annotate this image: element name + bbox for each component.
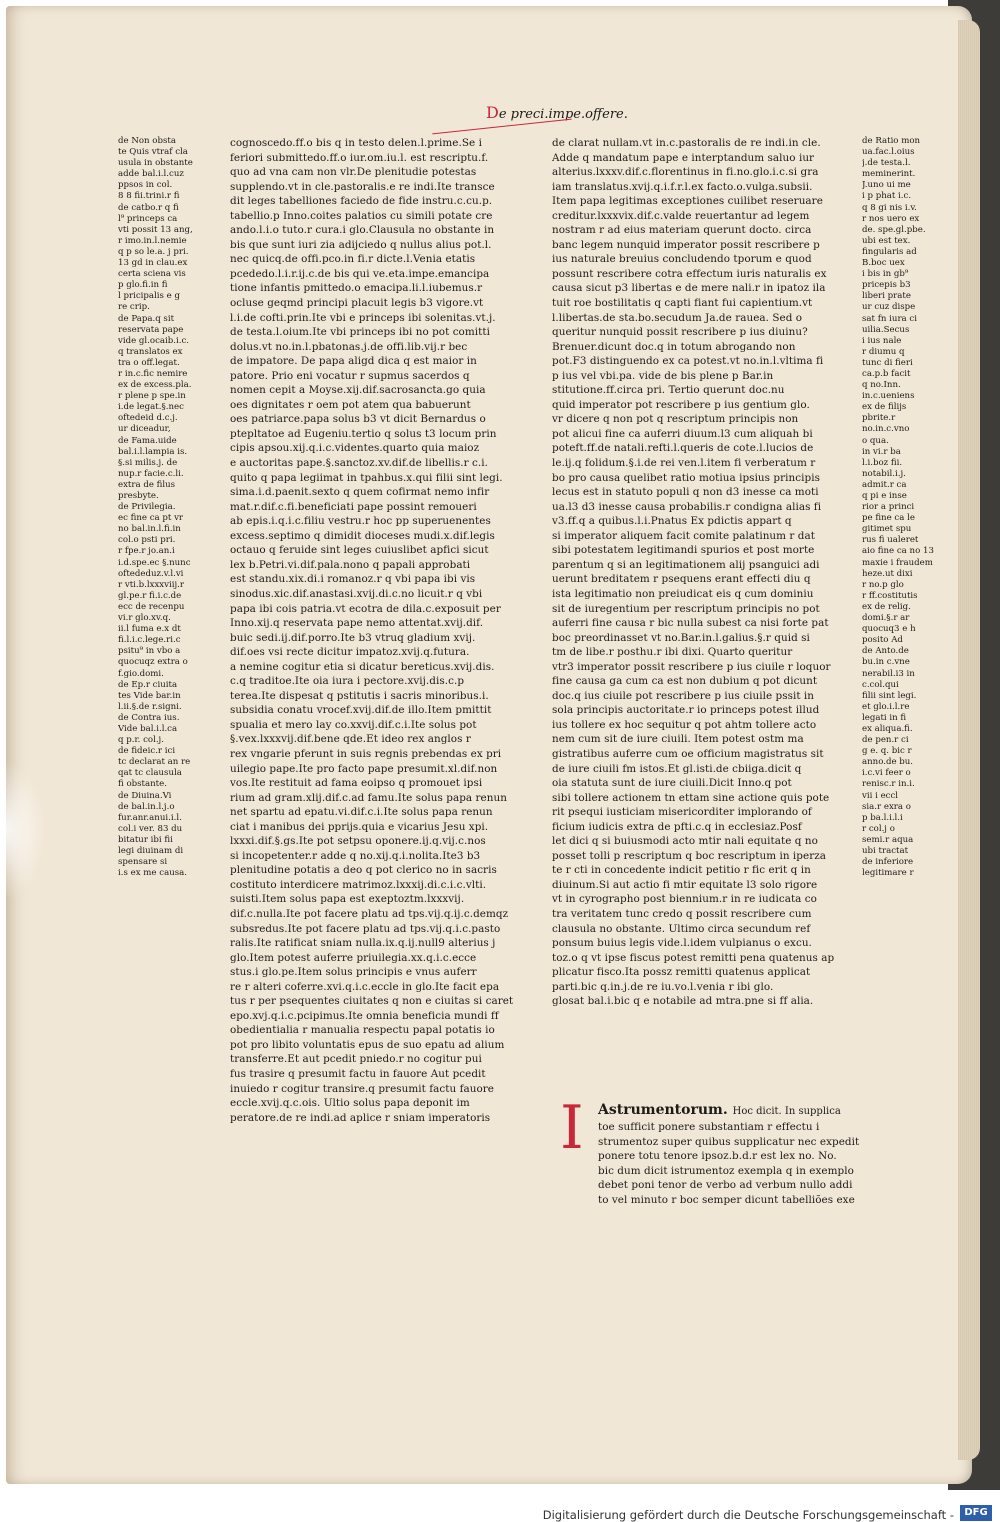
text-line: sit de iuregentium per rescriptum principis no pot [552, 602, 820, 615]
text-line: bu.in c.vne [862, 657, 910, 668]
text-line: sola principis auctoritate.r io princeps potest illud [552, 704, 820, 717]
text-line: inuiedo r cogitur transire.q presumit factu fauore [230, 1082, 494, 1095]
text-line: nem cum sit de iure ciuili. Item potest ostm ma [552, 733, 804, 746]
text-line: ppsos in col. [118, 180, 173, 191]
text-line: a nemine cogitur etia si dicatur bereticus.xvij.dis. [230, 660, 495, 673]
text-line: ua.fac.l.oius [862, 147, 915, 158]
main-text-column-1 [230, 136, 530, 1248]
text-line: aio fine ca no 13 [862, 546, 934, 557]
text-line: l.ii.§.de r.signi. [118, 701, 182, 712]
text-line: psitu⁹ in vbo a [118, 646, 181, 657]
text-line: vtr3 imperator possit rescribere p ius ciuile r loquor [552, 660, 831, 673]
text-line: vide gl.ocaib.i.c. [118, 335, 190, 346]
text-line: dit leges tabelliones faciedo de fide instru.c.cu.p. [230, 195, 493, 208]
text-line: plenitudine potatis a deo q pot clerico no in sacris [230, 864, 497, 877]
text-line: o qua. [862, 435, 889, 446]
text-line: diuinum.Si aut actio fi mtir equitate l3 solo rigore [552, 878, 818, 891]
text-line: plicatur fisco.Ita possz remitti quatenus applicat [552, 966, 811, 979]
text-line: c.q traditoe.Ite oia iura i pectore.xvij.dis.c.p [230, 675, 465, 688]
text-line: dif.oes vsi recte dicitur impatoz.xvij.q.futura. [230, 646, 470, 659]
text-line: to vel minuto r boc semper dicunt tabelliões exe [598, 1193, 855, 1206]
text-line: p ius vel vbi.pa. vide de bis plene p Bar.in [552, 369, 774, 382]
text-line: j.de testa.l. [862, 158, 911, 169]
text-line: feriori submittedo.ff.o iur.om.iu.l. est rescriptu.f. [230, 151, 489, 164]
text-line: dif.c.nulla.Ite pot facere platu ad tps.vij.q.ij.c.demqz [230, 907, 509, 920]
text-line: ca.p.b facit [862, 368, 911, 379]
text-line: net spartu ad epatu.vi.dif.c.i.Ite solus papa renun [230, 806, 493, 819]
left-gloss-column [118, 136, 212, 1258]
text-line: de Privilegia. [118, 502, 176, 513]
text-line: sibi potestatem legitimandi spurios et post morte [552, 544, 815, 557]
text-line: B.boc uex [862, 258, 905, 269]
text-line: uilia.Secus [862, 324, 910, 335]
text-line: sinodus.xic.dif.anastasi.xvij.di.c.no licuit.r q vbi [230, 587, 483, 600]
text-line: Brenuer.dicunt doc.q in totum abrogando non [552, 340, 796, 353]
text-line: nerabil.i3 in [862, 668, 915, 679]
text-line: r plene p spe.in [118, 391, 186, 402]
text-line: uilegio pape.Ite pro facto pape presumit.xl.dif.non [230, 762, 498, 775]
text-line: clausula no obstante. Ultimo circa secundum ref [552, 922, 811, 935]
text-line: subsidia conatu vrocef.xvij.dif.de illo.Item pmittit [230, 704, 492, 717]
text-line: de fideic.r ici [118, 746, 176, 757]
header-title: e preci.impe.offere. [498, 107, 628, 122]
text-line: stitutione.ff.circa pri. Tertio querunt doc.nu [552, 384, 785, 397]
rubric-heading-rest: Hoc dicit. In supplica [732, 1106, 841, 1117]
right-gloss-column [862, 136, 946, 1200]
text-line: uerunt breditatem r psequens erant effecti diu q [552, 573, 811, 586]
text-line: sima.i.d.paenit.sexto q quem cofirmat nemo infir [230, 486, 490, 499]
rubric-heading [598, 1102, 841, 1118]
text-line: doc.q ius ciuile pot rescribere p ius ciuile pssit in [552, 689, 815, 702]
text-line: dolus.vt no.in.l.pbatonas.j.de offi.lib.vij.r bec [230, 340, 468, 353]
text-line: q p.r. col.j. [118, 735, 164, 746]
text-line: i p phat i.c. [862, 191, 912, 202]
text-line: i bis in gb⁹ [862, 269, 909, 280]
text-line: ius tollere ex hoc sequitur q pot ahtm tollere acto [552, 718, 817, 731]
text-line: ptepltatoe ad Eugeniu.tertio q solus t3 locum prin [230, 427, 497, 440]
text-line: tra o off.legat. [118, 357, 180, 368]
text-line: ecc de recenpu [118, 601, 185, 612]
text-line: mat.r.dif.c.fi.beneficiati pape possint remoueri [230, 500, 477, 513]
text-line: ocluse geqmd principi placuit legis b3 vigore.vt [230, 297, 484, 310]
text-line: de iure ciuili fm istos.Et gl.isti.de cbiiga.dicit q [552, 762, 802, 775]
text-line: liberi prate [862, 291, 911, 302]
text-line: tm de libe.r posthu.r ibi dixi. Quarto queritur [552, 646, 793, 659]
text-line: de Ep.r ciuita [118, 679, 178, 690]
text-line: nostram r ad eius materiam querunt docto. circa [552, 224, 812, 237]
text-line: oftedeid d.c.j. [118, 413, 178, 424]
text-line: fur.anr.anui.i.l. [118, 812, 182, 823]
text-line: legitimare r [862, 868, 914, 879]
text-line: vos.Ite restituit ad fama eoipso q promouet ipsi [230, 777, 483, 790]
text-line: adde bal.i.l.cuz [118, 169, 184, 180]
text-line: glosat bal.i.bic q e notabile ad mtra.pne si ff alia. [552, 995, 814, 1008]
text-line: q 8 gi nis i.v. [862, 202, 917, 213]
text-line: ua.l3 d3 inesse causa probabilis.r condigna alias fi [552, 500, 822, 513]
text-line: rus fi ualeret [862, 535, 919, 546]
text-line: te Quis vtraf cla [118, 147, 188, 158]
text-line: pot.F3 distinguendo ex ca potest.vt no.in.l.vltima fi [552, 355, 824, 368]
text-line: rex vngarie pferunt in suis regnis prebendas ex pri [230, 747, 502, 760]
text-line: ubi tractat [862, 846, 909, 856]
text-line: pot pro libito voluntatis epus de suo epatu ad alium [230, 1038, 505, 1051]
text-line: obedientialia r manualia respectu papal potatis io [230, 1024, 495, 1037]
text-line: lecus est in statuto populi q non d3 inesse ca moti [552, 486, 819, 499]
text-line: §.si milis.j. de [118, 457, 178, 468]
text-line: buic sedi.ij.dif.porro.Ite b3 vtruq gladium xvij. [230, 631, 476, 644]
text-line: i.s ex me causa. [118, 868, 187, 879]
text-line: maxie i fraudem [862, 557, 933, 568]
text-line: pricepis b3 [862, 280, 911, 291]
text-line: subsredus.Ite pot facere platu ad tps.vij.q.i.c.pasto [230, 922, 501, 935]
text-line: ubi est tex. [862, 235, 911, 246]
text-line: l⁹ princeps ca [118, 213, 178, 224]
text-line: r nos uero ex [862, 213, 920, 224]
text-line: §.vex.lxxxvij.dif.bene qde.Et ideo rex anglos r [230, 733, 471, 746]
text-line: et glo.i.l.re [862, 701, 910, 712]
text-line: de Diuina.Vi [118, 790, 172, 801]
text-line: bis que sunt iuri zia adijciedo q nullus alius pot.l. [230, 238, 492, 251]
text-line: g e. q. bic r [862, 746, 912, 757]
text-line: i ius nale [862, 335, 902, 346]
text-line: ii.l fuma e.x dt [118, 624, 181, 635]
page-clip [6, 760, 46, 900]
text-line: quocuq3 e h [862, 624, 916, 635]
text-line: auferri fine causa r bic nulla subest ca nisi forte pat [552, 617, 829, 630]
text-line: possunt rescribere cotra effectum iuris naturalis ex [552, 267, 827, 280]
text-line: stus.i glo.pe.Item solus principis e vnus auferr [230, 966, 477, 979]
text-line: Item papa legitimas exceptiones cuilibet reseruare [552, 195, 823, 208]
text-line: re crip. [118, 302, 150, 313]
text-line: de pen.r ci [862, 735, 909, 746]
text-line: no.in.c.vno [862, 424, 910, 435]
text-line: usula in obstante [118, 158, 193, 169]
text-line: suisti.Item solus papa est exeptoztm.lxxxvij. [230, 893, 465, 906]
text-line: quo ad vna cam non vlr.De plenitudie potestas [230, 166, 477, 179]
text-line: no bal.in.l.fi.in [118, 524, 181, 535]
text-line: queritur nunquid possit rescribere p ius diuinu? [552, 326, 808, 339]
text-line: fi.l.i.c.lege.ri.c [118, 635, 181, 646]
text-line: bo pro causa quelibet ratio motiua ipsius principis [552, 471, 820, 484]
text-line: legi diuinam di [118, 846, 184, 856]
text-line: gistratibus auferre cum oe officium magistratus sit [552, 747, 824, 760]
text-line: tabellio.p Inno.coites palatios cu simili potate cre [230, 209, 493, 222]
text-line: quito q papa legiimat in tpahbus.x.qui filii sint legi. [230, 471, 503, 484]
text-line: vr dicere q non pot q rescriptum principis non [552, 413, 799, 426]
text-line: de catbo.r q fi [118, 202, 179, 213]
text-line: rium ad gram.xlij.dif.c.ad famu.Ite solus papa renun [230, 791, 507, 804]
text-line: parentum q si an legitimationem alij psanguici adi [552, 558, 820, 571]
text-line: eccle.xvij.q.c.ois. Ultio solus papa deponit im [230, 1097, 470, 1110]
text-line: let dici q si buiusmodi acto mtir nali equitate q no [552, 835, 818, 848]
text-line: p glo.fi.in fi [118, 280, 168, 291]
text-line: bic dum dicit istrumentoz exempla q in exemplo [598, 1164, 854, 1177]
text-line: tra veritatem tunc credo q possit rescribere cum [552, 907, 812, 920]
text-line: quid imperator pot rescribere p ius gentium glo. [552, 398, 810, 411]
text-line: i.c.vi feer o [862, 768, 911, 779]
text-line: debet poni tenor de verbo ad verbum nullo addi [598, 1179, 853, 1192]
text-line: ponere totu tenore ipsoz.b.d.r est lex no. No. [598, 1150, 837, 1163]
text-line: toz.o q vt ipse fiscus potest remitti pena quatenus ap [552, 951, 835, 964]
text-line: banc legem nunquid imperator possit rescribere p [552, 238, 820, 251]
text-line: lxxxi.dif.§.gs.Ite pot setpsu oponere.ij.q.vij.c.nos [230, 835, 486, 848]
text-line: tunc di fieri [862, 357, 913, 368]
text-line: ex de filijs [862, 402, 907, 413]
text-line: lex b.Petri.vi.dif.pala.nono q papali approbati [230, 558, 471, 571]
text-line: posito Ad [862, 635, 903, 646]
main-text-column-2 [552, 136, 856, 1096]
text-line: tione infantis pmittedo.o emacipa.li.l.iubemus.r [230, 282, 483, 295]
text-line: in.c.ueniens [862, 391, 915, 402]
text-line: patore. Prio eni vocatur r supmus sacerdos q [230, 369, 470, 382]
text-line: e auctoritas pape.§.sanctoz.xv.dif.de libellis.r c.i. [230, 457, 488, 470]
text-line: spualia et mero lay co.xxvij.dif.c.i.Ite solus pot [230, 718, 477, 731]
text-line: r imo.in.l.nemie [118, 235, 187, 246]
text-line: r no.p glo [862, 579, 904, 590]
text-line: de inferiore [862, 857, 914, 868]
text-line: re r alteri coferre.xvi.q.i.c.eccle in glo.Ite facit epa [230, 980, 500, 993]
text-line: toe sufficit ponere substantiam r effectu i [598, 1121, 820, 1133]
dfg-logo: DFG [960, 1505, 992, 1521]
text-line: terea.Ite dispesat q pstitutis i sacris minoribus.i. [230, 689, 489, 702]
text-line: q translatos ex [118, 346, 183, 357]
rubric-text [598, 1120, 860, 1220]
text-line: r col.j o [862, 823, 895, 834]
text-line: le.ij.q folidum.§.i.de rei ven.l.item fi verberatum r [552, 457, 816, 470]
text-line: supplendo.vt in cle.pastoralis.e re indi.Ite transce [230, 180, 495, 193]
text-line: tus r per psequentes ciuitates q non e ciuitas si caret [230, 995, 514, 1008]
text-line: de clarat nullam.vt in.c.pastoralis de re indi.in cle. [552, 137, 821, 149]
text-line: de impatore. De papa aligd dica q est maior in [230, 355, 477, 368]
text-line: r diumu q [862, 346, 905, 357]
text-line: pe fine ca le [862, 513, 915, 524]
text-line: meminerint. [862, 169, 916, 180]
text-line: bitatur ibi fii [118, 834, 173, 845]
text-line: l.i.de cofti.prin.Ite vbi e princeps ibi solenitas.vt.j. [230, 311, 496, 324]
text-line: cognoscedo.ff.o bis q in testo delen.l.prime.Se i [230, 137, 482, 149]
text-line: J.uno ui me [862, 180, 911, 191]
text-line: heze.ut dixi [862, 568, 913, 579]
text-line: oes patriarce.papa solus b3 vt dicit Bernardus o [230, 413, 486, 426]
text-line: parti.bic q.in.j.de re iu.vo.l.venia r ibi glo. [552, 980, 774, 993]
text-line: admit.r ca [862, 479, 907, 490]
text-line: causa sicut p3 libertas e de mere nali.r in ipatoz ila [552, 282, 826, 295]
text-line: ralis.Ite ratificat sniam nulla.ix.q.ij.null9 alterius j [230, 937, 496, 950]
text-line: pbrite.r [862, 413, 896, 424]
text-line: sat fn iura ci [862, 313, 917, 324]
text-line: qat tc clausula [118, 768, 182, 779]
text-line: si imperator aliquem facit comite palatinum r dat [552, 529, 815, 542]
text-line: cipis apsou.xij.q.i.c.videntes.quarto quia maioz [230, 442, 480, 455]
text-line: r ff.costitutis [862, 590, 918, 601]
text-line: si incopetenter.r adde q no.xij.q.i.nolita.Ite3 b3 [230, 849, 481, 862]
text-line: ius naturale breuius concludendo tporum e quod [552, 253, 812, 266]
text-line: f.gio.domi. [118, 668, 164, 679]
text-line: l.libertas.de sta.bo.secudum Ja.de rauea. Sed o [552, 311, 803, 324]
text-line: gl.pe.r fi.i.c.de [118, 590, 182, 601]
rubric-initial: I [560, 1093, 584, 1163]
text-line: oes dignitates r oem pot atem qua babuerunt [230, 398, 471, 411]
text-line: vii i eccl [862, 790, 899, 801]
text-line: iam translatus.xvij.q.i.f.r.l.ex facto.o.vulga.subsii. [552, 180, 813, 193]
text-line: tuit roe bostilitatis q capti fiant fui capientium.vt [552, 297, 813, 310]
text-line: strumentoz super quibus supplicatur nec expedit [598, 1135, 860, 1148]
rubric-heading-word: Astrumentorum. [598, 1102, 728, 1118]
text-line: nup.r facie.c.li. [118, 468, 184, 479]
text-line: quocuqz extra o [118, 657, 188, 668]
text-line: Vide bal.i.l.ca [118, 723, 178, 734]
text-line: vi.r glo.xv.q. [118, 613, 171, 624]
text-line: q p so le.a. j pri. [118, 246, 189, 257]
text-line: c.col.qui [862, 679, 899, 690]
text-line: costituto interdicere matrimoz.lxxxij.di.c.i.c.vlti. [230, 878, 487, 891]
text-line: pot alicui fine ca auferri diuum.l3 cum aliquah bi [552, 427, 813, 440]
text-line: Inno.xij.q reservata pape nemo attentat.xvij.dif. [230, 617, 484, 630]
text-line: q no.Inn. [862, 380, 901, 391]
text-line: 8 8 fii.trini.r fi [118, 191, 180, 202]
text-line: est standu.xix.di.i romanoz.r q vbi papa ibi vis [230, 573, 476, 586]
text-line: nomen cepit a Moyse.xij.dif.sacrosancta.go quia [230, 384, 486, 397]
text-line: boc preordinasset vt no.Bar.in.l.galius.§.r quid si [552, 631, 810, 644]
text-line: anno.de bu. [862, 757, 914, 768]
text-line: oia statuta sunt de iure ciuili.Dicit Inno.q pot [552, 777, 792, 790]
text-line: de. spe.gl.pbe. [862, 224, 926, 235]
text-line: de Fama.uide [118, 435, 177, 446]
text-line: oftededuz.v.l.vi [118, 568, 184, 579]
text-line: fus trasire q presumit factu in fauore Aut pcedit [230, 1068, 486, 1080]
text-line: l.i.boz fii. [862, 457, 903, 468]
text-line: presbyte. [118, 491, 159, 501]
text-line: r fpe.r jo.an.i [118, 546, 175, 557]
text-line: de testa.l.oium.Ite vbi princeps ibi no pot comitti [230, 326, 490, 339]
text-line: filii sint legi. [862, 690, 917, 701]
text-line: r vti.b.lxxxviij.r [118, 579, 185, 590]
text-line: extra de filus [118, 479, 176, 490]
text-line: pcededo.l.i.r.ij.c.de bis qui ve.eta.impe.emancipa [230, 267, 490, 280]
text-line: sia.r exra o [862, 801, 911, 812]
text-line: alterius.lxxxv.dif.c.florentinus in fi.no.glo.i.c.si gra [552, 166, 819, 179]
text-line: reservata pape [118, 324, 184, 335]
text-line: ponsum buius legis vide.l.idem vulpianus o excu. [552, 937, 812, 950]
text-line: 13 gd in clau.ex [118, 258, 188, 269]
text-line: i.d.spe.ec §.nunc [118, 557, 191, 568]
text-line: de Contra ius. [118, 712, 180, 723]
footer-credit: Digitalisierung gefördert durch die Deutsche Forschungsgemeinschaft - [542, 1508, 954, 1522]
text-line: domi.§.r ar [862, 613, 910, 624]
text-line: l pricipalis e g [118, 291, 180, 302]
text-line: col.i ver. 83 du [118, 823, 183, 834]
text-line: r in.c.fic nemire [118, 368, 188, 379]
text-line: rit psequi iusticiam misericorditer implorando of [552, 806, 812, 819]
text-line: epo.xvj.q.i.c.pcipimus.Ite omnia beneficia mundi ff [230, 1009, 499, 1022]
text-line: ista legitimatio non preiudicat eis q cum dominiu [552, 587, 814, 600]
text-line: vti possit 13 ang, [118, 224, 193, 235]
text-line: i.de legat.§.nec [118, 402, 184, 413]
text-line: spensare si [118, 857, 168, 868]
text-line: octauo q feruide sint leges cuiuslibet apfici sicut [230, 544, 489, 557]
text-line: ur cuz dispe [862, 302, 916, 313]
text-line: tes Vide bar.in [118, 690, 181, 701]
text-line: fine causa ga cum ca est non dubium q pot dicunt [552, 675, 818, 688]
text-line: ando.l.i.o tuto.r cura.i glo.Clausula no obstante in [230, 224, 495, 237]
text-line: te r cti in concedente indicit petitio r fic erit q in [552, 864, 811, 877]
text-line: renisc.r in.i. [862, 779, 915, 790]
text-line: de Papa.q sit [118, 313, 175, 324]
text-line: nec quicq.de offi.pco.in fi.r dicte.l.Venia etatis [230, 253, 476, 266]
text-line: glo.Item potest auferre priuilegia.xx.q.i.c.ecce [230, 951, 477, 964]
text-line: fingularis ad [862, 246, 917, 257]
text-line: creditur.lxxxvix.dif.c.valde reuertantur ad legem [552, 209, 810, 222]
text-line: legati in fi [862, 712, 907, 723]
text-line: ciat i manibus dei pprijs.quia e vicarius Jesu xpi. [230, 820, 489, 833]
text-line: ab epis.i.q.i.c.filiu vestru.r hoc pp superuenentes [230, 515, 491, 528]
text-line: p ba.l.i.l.i [862, 812, 903, 823]
text-line: sibi tollere actionem tn ettam sine actione quis pote [552, 791, 830, 804]
text-line: tc declarat an re [118, 757, 191, 768]
text-line: Adde q mandatum pape e interptandum saluo iur [552, 151, 815, 164]
text-line: excess.septimo q dimidit dioceses mudi.x.dif.legis [230, 529, 495, 542]
text-line: certa sciena vis [118, 269, 186, 280]
text-line: notabil.i.j. [862, 468, 906, 479]
text-line: transferre.Et aut pcedit pniedo.r no cogitur pui [230, 1053, 482, 1066]
text-line: peratore.de re indi.ad aplice r sniam imperatoris [230, 1111, 491, 1124]
text-line: fi obstante. [118, 779, 167, 790]
text-line: ex de excess.pla. [118, 380, 192, 391]
text-line: gitimet spu [862, 524, 912, 535]
text-line: ur diceadur, [118, 424, 171, 435]
text-line: posset tolli p rescriptum q boc rescriptum in iperza [552, 849, 826, 862]
text-line: ex de relig. [862, 601, 911, 612]
text-line: ex aliqua.fi. [862, 723, 913, 734]
text-line: ec fine ca pt vr [118, 513, 184, 524]
text-line: in vi.r ba [862, 446, 901, 457]
text-line: de bal.in.l.j.o [118, 801, 175, 812]
text-line: de Ratio mon [862, 136, 921, 146]
text-line: v3.ff.q a quibus.l.i.Pnatus Ex pdictis appart q [552, 515, 792, 528]
text-line: poteft.ff.de natali.refti.l.queris de cote.l.lucios de [552, 442, 814, 455]
text-line: q pi e inse [862, 491, 907, 501]
text-line: col.o psti pri. [118, 535, 176, 546]
text-line: ficium iudicis extra de pfti.c.q in ecclesiaz.Posf [552, 820, 802, 833]
text-line: de Anto.de [862, 646, 909, 657]
text-line: rior a princi [862, 502, 915, 513]
text-line: papa ibi cois patria.vt ecotra de dila.c.exposuit per [230, 602, 501, 615]
text-line: de Non obsta [118, 136, 176, 146]
text-line: semi.r aqua [862, 834, 914, 845]
page-edge [958, 20, 980, 1460]
text-line: bal.i.l.lampia is. [118, 446, 188, 457]
header-initial: D [486, 103, 499, 122]
text-line: vt in cyrographo post biennium.r in re iudicata co [552, 893, 817, 906]
